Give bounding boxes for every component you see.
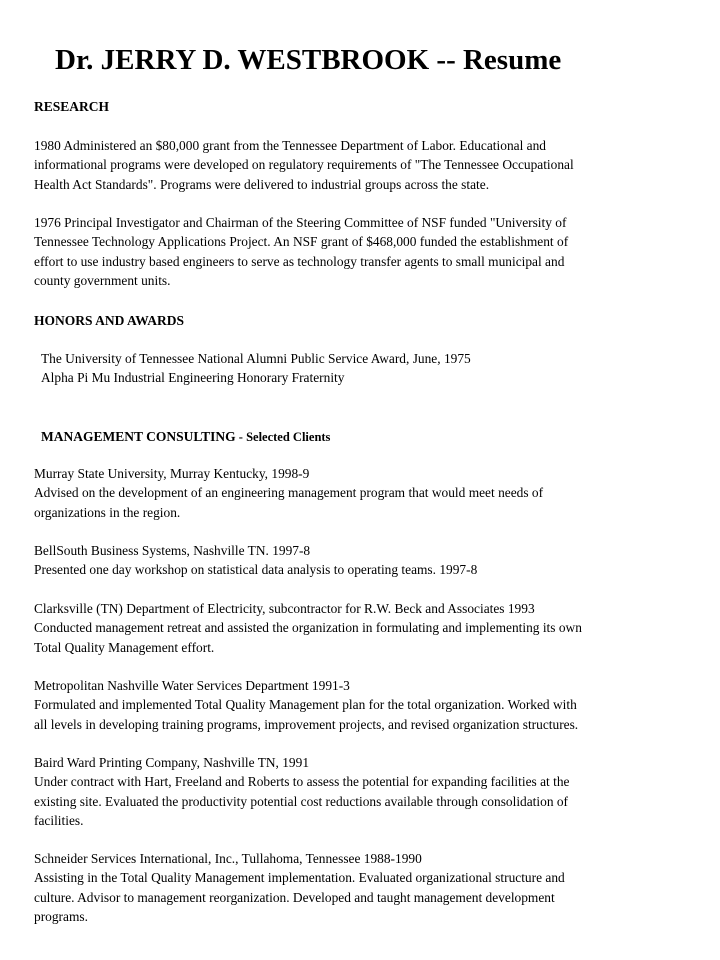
client-name: Clarksville (TN) Department of Electricity, subcontractor for R.W. Beck and Associates 1993 (34, 601, 535, 616)
text-line: programs. (34, 908, 88, 924)
text-line: existing site. Evaluated the productivity potential cost reductions available through consolidation of (34, 793, 569, 809)
text-line: all levels in developing training programs, improvement projects, and revised organization structures. (34, 716, 579, 732)
consulting-entry-baird-ward (34, 753, 694, 830)
consulting-entry-schneider (34, 849, 694, 926)
consulting-heading (41, 427, 330, 447)
client-name: Murray State University, Murray Kentucky, 1998-9 (34, 466, 310, 481)
text-line: Tennessee Technology Applications Project. An NSF grant of $468,000 funded the establishment of (34, 234, 569, 250)
text-line: Assisting in the Total Quality Management implementation. Evaluated organizational structure and (34, 870, 565, 886)
research-entry-1980 (34, 136, 694, 194)
client-name: Metropolitan Nashville Water Services Department 1991-3 (34, 678, 350, 693)
honor-item: The University of Tennessee National Alumni Public Service Award, June, 1975 (41, 351, 471, 366)
honors-list (41, 349, 701, 388)
text-line: county government units. (34, 272, 171, 288)
consulting-entry-murray-state (34, 464, 694, 522)
text-line: Health Act Standards". Programs were delivered to industrial groups across the state. (34, 176, 490, 192)
text-line: culture. Advisor to management reorganization. Developed and taught management development (34, 889, 555, 905)
consulting-heading-main: MANAGEMENT CONSULTING (41, 429, 236, 444)
honors-heading: HONORS AND AWARDS (34, 313, 185, 328)
text-line: facilities. (34, 812, 84, 828)
consulting-entry-clarksville (34, 599, 694, 657)
honor-item: Alpha Pi Mu Industrial Engineering Honorary Fraternity (41, 370, 345, 386)
text-line: Conducted management retreat and assisted the organization in formulating and implementing its own (34, 620, 582, 636)
text-line: Formulated and implemented Total Quality Management plan for the total organization. Worked with (34, 697, 577, 713)
text-line: informational programs were developed on regulatory requirements of "The Tennessee Occupational (34, 157, 574, 173)
text-line: 1976 Principal Investigator and Chairman of the Steering Committee of NSF funded "University of (34, 215, 567, 230)
text-line: Under contract with Hart, Freeland and Roberts to assess the potential for expanding facilities at the (34, 774, 570, 790)
client-name: BellSouth Business Systems, Nashville TN. 1997-8 (34, 543, 311, 558)
page-title: Dr. JERRY D. WESTBROOK -- Resume (55, 44, 562, 76)
client-name: Baird Ward Printing Company, Nashville TN, 1991 (34, 755, 310, 770)
text-line: Presented one day workshop on statistical data analysis to operating teams. 1997-8 (34, 562, 478, 578)
client-name: Schneider Services International, Inc., Tullahoma, Tennessee 1988-1990 (34, 851, 422, 866)
research-heading: RESEARCH (34, 99, 110, 114)
text-line: Total Quality Management effort. (34, 639, 215, 655)
text-line: 1980 Administered an $80,000 grant from the Tennessee Department of Labor. Educational and (34, 138, 546, 153)
consulting-heading-sub: - Selected Clients (235, 430, 331, 444)
text-line: effort to use industry based engineers to serve as technology transfer agents to small municipal and (34, 253, 565, 269)
consulting-entry-bellsouth (34, 541, 694, 580)
research-entry-1976 (34, 213, 694, 290)
text-line: organizations in the region. (34, 504, 181, 520)
text-line: Advised on the development of an engineering management program that would meet needs of (34, 485, 544, 501)
consulting-entry-nashville-water (34, 676, 694, 734)
